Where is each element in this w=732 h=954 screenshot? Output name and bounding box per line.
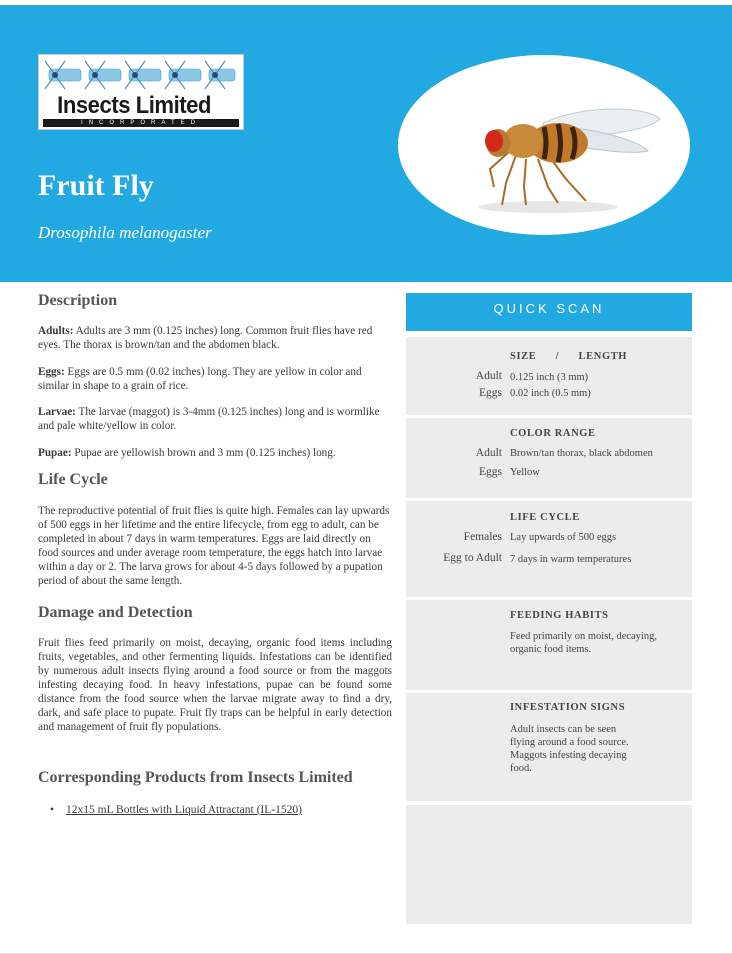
eggs-label: Eggs:	[38, 366, 65, 378]
color-eggs-value: Yellow	[510, 467, 540, 478]
header-banner	[0, 5, 732, 282]
bullet-icon: •	[50, 804, 55, 816]
size-eggs-label: Eggs	[479, 387, 502, 399]
eggs-text: Eggs are 0.5 mm (0.02 inches) long. They are yellow in color and similar in shape to a grain of rice.	[38, 366, 362, 392]
larvae-text: The larvae (maggot) is 3-4mm (0.125 inches) long and is wormlike and pale white/yellow in color.	[38, 406, 380, 432]
life-females-value: Lay upwards of 500 eggs	[510, 532, 617, 543]
feeding-panel	[406, 600, 692, 690]
damage-text: Fruit flies feed primarily on moist, decaying, organic food items including fruits, vegetables, and other fermenting liquids. Infestations can be identified by numerous adult insects flying around a food source or from the maggots infesting decaying food. In heavy infestations, pupae can be found some distance from the food source when the larvae migrate away to find a dry, dark, and safe place to pupate. Fruit fly traps can be helpful in early detection and management of fruit fly populations.	[38, 637, 392, 733]
larvae-paragraph	[38, 405, 392, 433]
logo-incorporated: INCORPORATED	[43, 119, 239, 127]
pupae-paragraph	[38, 446, 392, 460]
damage-heading: Damage and Detection	[38, 604, 193, 621]
size-heading: SIZE / LENGTH	[510, 351, 628, 362]
size-eggs-value: 0.02 inch (0.5 mm)	[510, 388, 591, 399]
description-heading: Description	[38, 292, 118, 309]
eggs-paragraph	[38, 365, 392, 393]
logo-insect-pattern-icon	[43, 59, 239, 93]
pupae-text: Pupae are yellowish brown and 3 mm (0.125 inches) long.	[71, 447, 336, 459]
life-panel-heading: LIFE CYCLE	[510, 512, 580, 523]
products-heading: Corresponding Products from Insects Limited	[38, 769, 353, 786]
feeding-heading: FEEDING HABITS	[510, 610, 609, 621]
life-egg-adult-label: Egg to Adult	[443, 552, 502, 564]
pupae-label: Pupae:	[38, 447, 72, 459]
larvae-label: Larvae:	[38, 406, 76, 418]
life-egg-adult-value: 7 days in warm temperatures	[510, 554, 632, 565]
life-cycle-heading: Life Cycle	[38, 471, 108, 488]
life-cycle-text: The reproductive potential of fruit flies is quite high. Females can lay upwards of 500 eggs in her lifetime and the entire lifecycle, from egg to adult, can be completed in about 7 days in warm temperatures. Eggs are laid directly on food sources and under average room temperature, the eggs hatch into larvae within a day or 2. The larva grows for about 4-5 days followed by a pupation period of about the same length.	[38, 505, 390, 587]
infestation-text: Adult insects can be seen flying around a food source. Maggots infesting decaying food.	[510, 724, 629, 774]
infestation-heading: INFESTATION SIGNS	[510, 702, 626, 713]
infestation-panel	[406, 693, 692, 801]
color-adult-value: Brown/tan thorax, black abdomen	[510, 448, 653, 459]
adults-label: Adults:	[38, 325, 74, 337]
adults-paragraph	[38, 324, 392, 352]
color-heading: COLOR RANGE	[510, 428, 596, 439]
size-adult-value: 0.125 inch (3 mm)	[510, 372, 589, 383]
adults-text: Adults are 3 mm (0.125 inches) long. Common fruit flies have red eyes. The thorax is brown/tan and the abdomen black.	[38, 325, 373, 351]
color-panel	[406, 418, 692, 498]
page-title: Fruit Fly	[38, 169, 154, 202]
life-cycle-panel	[406, 501, 692, 597]
logo-company-name: Insects Limited	[57, 92, 212, 119]
fruit-fly-icon	[398, 55, 690, 235]
quick-scan-heading: QUICK SCAN	[406, 293, 692, 331]
feeding-text: Feed primarily on moist, decaying, organic food items.	[510, 631, 657, 655]
product-link[interactable]: 12x15 mL Bottles with Liquid Attractant (IL-1520)	[66, 804, 302, 816]
company-logo	[38, 54, 244, 130]
color-adult-label: Adult	[475, 447, 502, 459]
size-panel	[406, 337, 692, 415]
empty-panel	[406, 805, 692, 924]
size-adult-label: Adult	[475, 370, 502, 382]
color-eggs-label: Eggs	[479, 466, 502, 478]
fruit-fly-image	[398, 55, 690, 235]
life-females-label: Females	[463, 531, 502, 543]
scientific-name: Drosophila melanogaster	[38, 223, 212, 242]
